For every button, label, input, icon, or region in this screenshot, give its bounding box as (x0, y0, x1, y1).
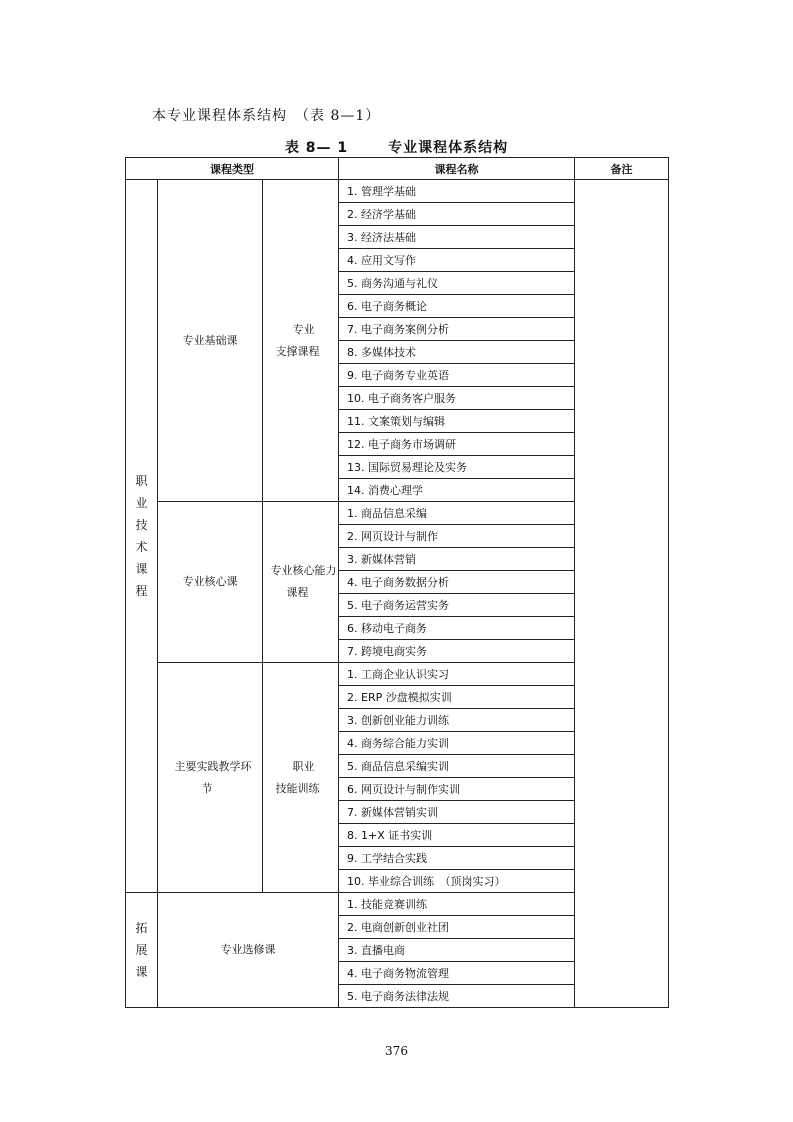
course-name-text: 2. 经济学基础 (347, 208, 416, 221)
course-name-text: 4. 电子商务物流管理 (347, 967, 449, 980)
course-name (339, 824, 575, 847)
course-name (339, 640, 575, 663)
course-name-text: 4. 应用文写作 (347, 254, 416, 267)
course-name-text: 1. 管理学基础 (347, 185, 416, 198)
course-name (339, 870, 575, 893)
course-name (339, 180, 575, 203)
intro-text: 本专业课程体系结构 （表 8—1） (152, 108, 381, 124)
course-name (339, 778, 575, 801)
group-label-text: 拓展课 (135, 921, 148, 979)
course-name (339, 410, 575, 433)
course-name-text: 2. 网页设计与制作 (347, 530, 438, 543)
header-course-type (126, 158, 339, 180)
course-name (339, 387, 575, 410)
course-name (339, 732, 575, 755)
header-course-name-text: 课程名称 (434, 162, 479, 176)
category-cell (158, 893, 339, 1008)
table-caption (0, 137, 793, 157)
course-name (339, 272, 575, 295)
course-name (339, 479, 575, 502)
course-name (339, 617, 575, 640)
course-name-text: 1. 技能竞赛训练 (347, 898, 427, 911)
subcategory-cell-text: 专业核心能力 课程 (270, 564, 337, 599)
course-name-text: 1. 工商企业认识实习 (347, 668, 449, 681)
course-name (339, 341, 575, 364)
group-label (126, 180, 158, 893)
table-row (126, 180, 669, 203)
course-name-text: 10. 毕业综合训练 （顶岗实习） (347, 875, 506, 888)
category-cell (158, 180, 263, 502)
course-name-text: 14. 消费心理学 (347, 484, 423, 497)
header-course-name (339, 158, 575, 180)
course-name (339, 847, 575, 870)
course-name (339, 962, 575, 985)
page-number: 376 (385, 1044, 408, 1058)
subcategory-cell (263, 180, 339, 502)
course-name-text: 10. 电子商务客户服务 (347, 392, 456, 405)
course-name (339, 594, 575, 617)
course-name (339, 985, 575, 1008)
course-name (339, 525, 575, 548)
course-name (339, 548, 575, 571)
course-name (339, 663, 575, 686)
course-name-text: 5. 商务沟通与礼仪 (347, 277, 438, 290)
course-name-text: 3. 直播电商 (347, 944, 405, 957)
course-name-text: 5. 电子商务运营实务 (347, 599, 449, 612)
course-name (339, 295, 575, 318)
course-name-text: 2. ERP 沙盘模拟实训 (347, 691, 452, 704)
subcategory-cell (263, 502, 339, 663)
group-label (126, 893, 158, 1008)
course-name (339, 709, 575, 732)
course-name (339, 502, 575, 525)
subcategory-cell-text: 职业 技能训练 (275, 759, 320, 795)
subcategory-cell (263, 663, 339, 893)
course-name (339, 364, 575, 387)
group-label-text: 职业技术课程 (135, 474, 148, 598)
category-cell (158, 502, 263, 663)
header-remark (575, 158, 669, 180)
subcategory-cell-text: 专业 支撑课程 (275, 322, 320, 358)
header-row (126, 158, 669, 180)
category-cell (158, 663, 263, 893)
course-name-text: 3. 新媒体营销 (347, 553, 416, 566)
course-name-text: 4. 商务综合能力实训 (347, 737, 449, 750)
category-cell-text: 主要实践教学环 节 (174, 759, 252, 795)
course-name (339, 456, 575, 479)
course-name-text: 7. 跨境电商实务 (347, 645, 427, 658)
course-name (339, 893, 575, 916)
course-name-text: 2. 电商创新创业社团 (347, 921, 449, 934)
course-name-text: 1. 商品信息采编 (347, 507, 427, 520)
course-name (339, 686, 575, 709)
course-name-text: 3. 经济法基础 (347, 231, 416, 244)
course-name-text: 6. 网页设计与制作实训 (347, 783, 460, 796)
category-cell-text: 专业核心课 (182, 575, 238, 588)
course-name (339, 203, 575, 226)
course-name-text: 6. 电子商务概论 (347, 300, 427, 313)
course-name-text: 6. 移动电子商务 (347, 622, 427, 635)
course-name-text: 8. 多媒体技术 (347, 346, 416, 359)
course-name (339, 571, 575, 594)
course-name (339, 755, 575, 778)
course-name-text: 3. 创新创业能力训练 (347, 714, 449, 727)
course-name-text: 7. 新媒体营销实训 (347, 806, 438, 819)
caption-title: 专业课程体系结构 (388, 140, 509, 156)
course-name-text: 11. 文案策划与编辑 (347, 415, 445, 428)
caption-number: 表 8— 1 (284, 140, 349, 156)
course-name-text: 5. 商品信息采编实训 (347, 760, 449, 773)
course-name-text: 9. 工学结合实践 (347, 852, 427, 865)
course-name (339, 226, 575, 249)
remark-cell (575, 180, 669, 1008)
category-cell-text: 专业基础课 (182, 333, 238, 347)
course-name-text: 5. 电子商务法律法规 (347, 990, 449, 1003)
course-name-text: 8. 1+X 证书实训 (347, 829, 433, 842)
course-name (339, 939, 575, 962)
course-name-text: 12. 电子商务市场调研 (347, 438, 456, 451)
course-name-text: 13. 国际贸易理论及实务 (347, 461, 467, 474)
course-name (339, 318, 575, 341)
course-name (339, 916, 575, 939)
course-name (339, 433, 575, 456)
course-name-text: 7. 电子商务案例分析 (347, 323, 449, 336)
course-name (339, 801, 575, 824)
course-name (339, 249, 575, 272)
header-remark-text: 备注 (610, 162, 633, 176)
course-name-text: 4. 电子商务数据分析 (347, 576, 449, 589)
curriculum-table (125, 157, 669, 1008)
course-name-text: 9. 电子商务专业英语 (347, 369, 449, 382)
category-cell-text: 专业选修课 (220, 943, 276, 956)
header-course-type-text: 课程类型 (210, 162, 254, 176)
